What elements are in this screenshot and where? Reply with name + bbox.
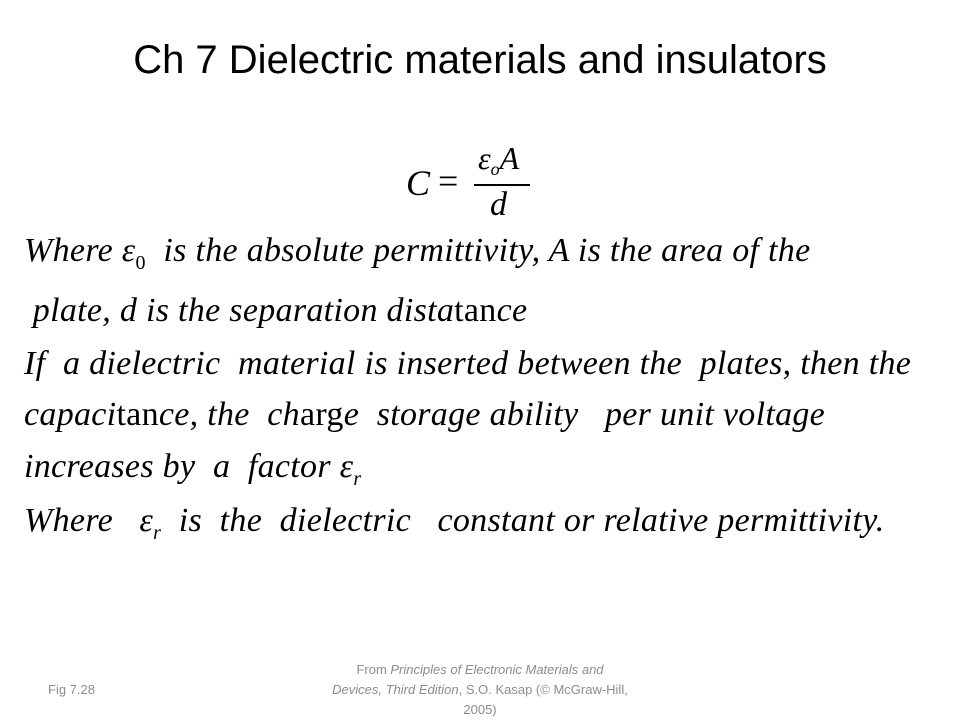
line4-upright-2: arg [300,396,344,433]
epsilon-symbol: ε [139,502,154,539]
numerator-subscript: o [490,159,500,179]
body-line-6 [24,502,885,544]
line4-text-c: e storage ability per unit voltage [343,396,826,433]
capacitance-equation [400,140,540,230]
epsilon-subscript: 0 [135,252,146,274]
body-line-1 [24,232,811,274]
epsilon-symbol: ε [339,448,354,485]
equation-equals: = [438,161,459,201]
line1-text-a: Where [24,232,122,269]
line4-text-b: ce, the ch [158,396,300,433]
line2-text-a: plate, d is the separation dista [24,292,455,329]
line5-text: increases by a factor [24,448,340,485]
equation-lhs: C [406,163,431,203]
equation-denominator: d [490,186,507,223]
epsilon-subscript: r [353,468,362,490]
line2-upright: tan [454,292,497,329]
slide-title: Ch 7 Dielectric materials and insulators [133,38,827,82]
numerator-area: A [499,140,520,176]
body-line-4 [24,396,825,434]
epsilon-symbol: ε [121,232,136,269]
line1-text-b: is the absolute permittivity, A is the area of the [145,232,811,269]
credit-book-title: Principles of Electronic Materials and Devices, Third Edition [332,662,604,697]
line3-text: If a dielectric material is inserted between the plates, then the [24,345,912,382]
figure-number: Fig 7.28 [48,682,95,697]
line4-upright-1: tan [116,396,159,433]
line4-text-a: capaci [24,396,117,433]
body-line-2 [24,292,527,330]
credit-author: , S.O. Kasap (© McGraw-Hill, 2005) [458,682,628,717]
line2-text-b: ce [496,292,528,329]
equation-numerator [478,140,519,177]
credit-prefix: From [356,662,391,677]
epsilon-subscript: r [153,522,162,544]
body-line-5 [24,448,362,490]
line6-text-b: is the dielectric constant or relative permittivity. [161,502,885,539]
source-credit [330,660,630,720]
body-line-3 [24,345,911,383]
line6-text-a: Where [24,502,140,539]
numerator-epsilon: ε [478,140,491,176]
